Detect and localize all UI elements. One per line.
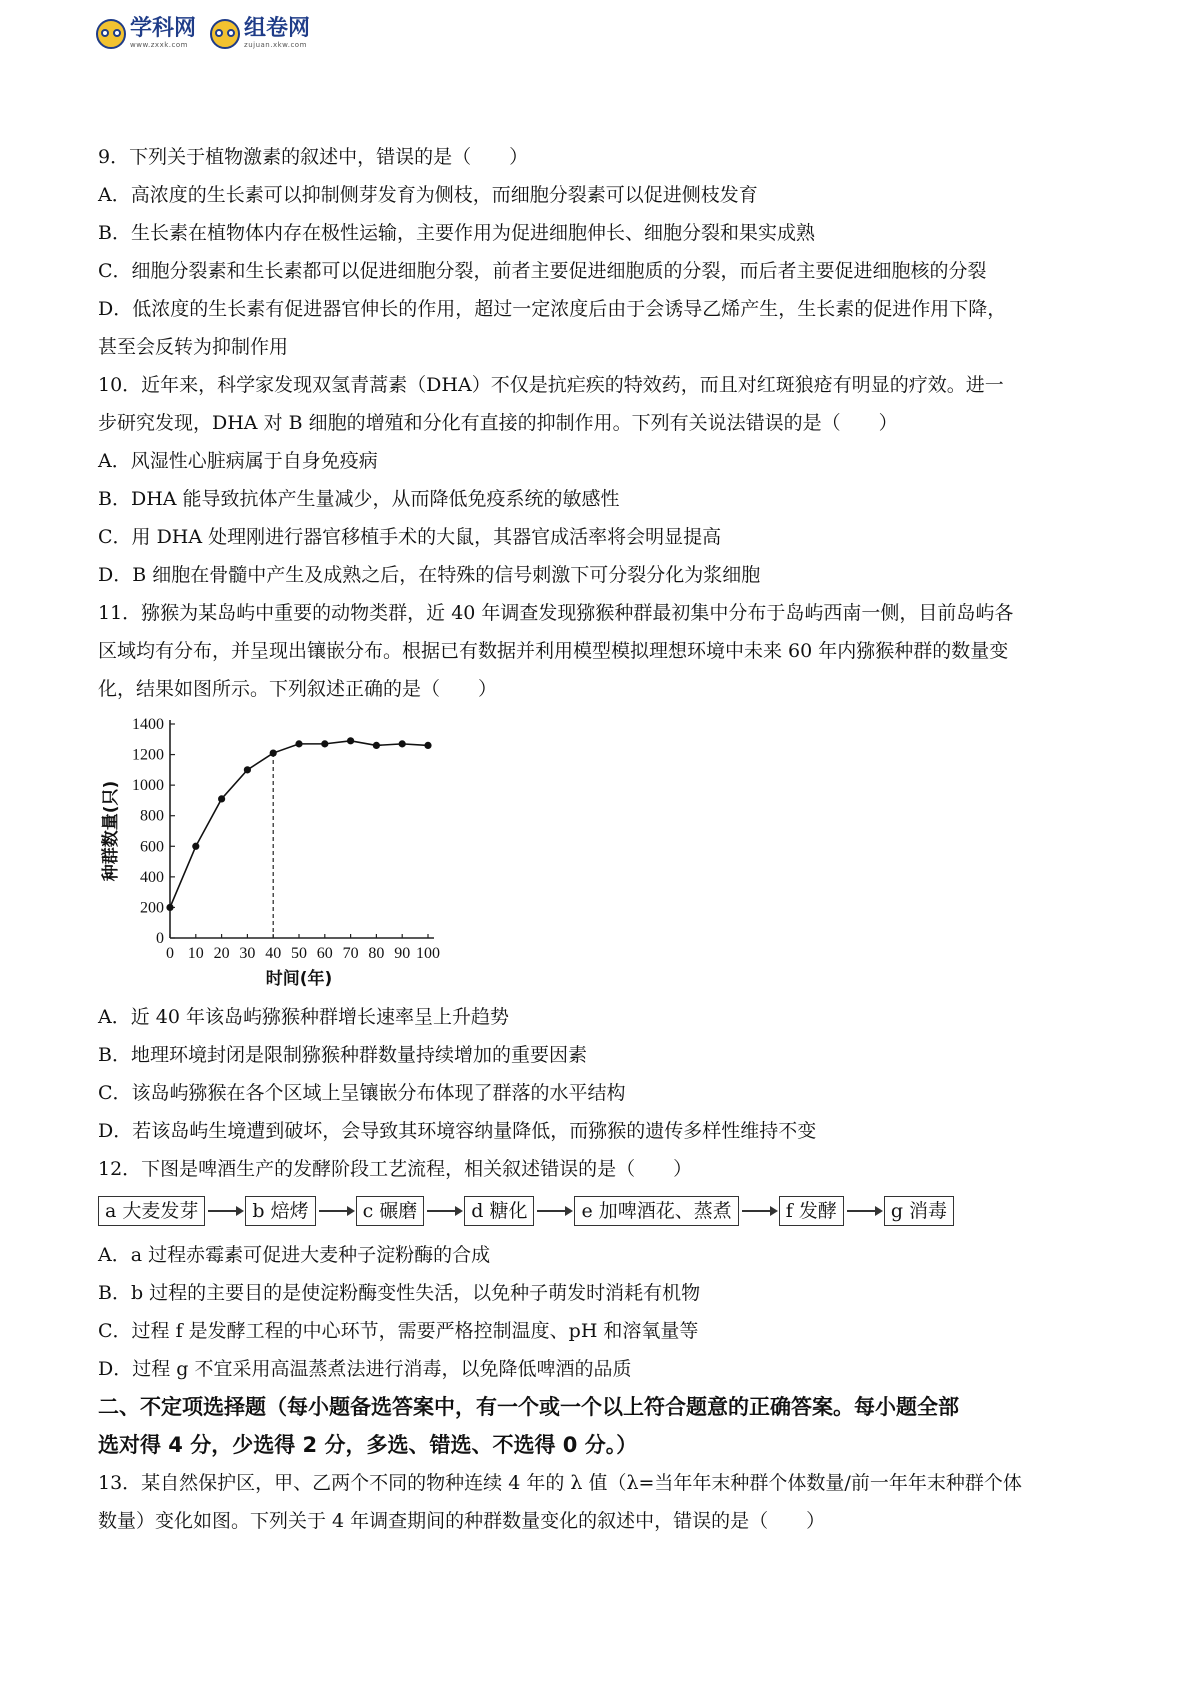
- q10-stem-line1: 10．近年来，科学家发现双氢青蒿素（DHA）不仅是抗疟疾的特效药，而且对红斑狼疮有明显的疗效。进一: [98, 374, 1004, 396]
- flow-arrow-icon: [319, 1210, 353, 1212]
- q11-stem-line2: 区域均有分布，并呈现出镶嵌分布。根据已有数据并利用模型模拟理想环境中未来 60 年内猕猴种群的数量变: [98, 640, 1009, 662]
- data-point: [244, 766, 251, 773]
- data-point: [373, 742, 380, 749]
- x-tick-label: 90: [394, 945, 411, 962]
- q10-option-d: D．B 细胞在骨髓中产生及成熟之后，在特殊的信号刺激下可分裂分化为浆细胞: [98, 564, 761, 586]
- x-tick-label: 80: [368, 945, 385, 962]
- y-tick-label: 400: [140, 868, 164, 886]
- q11-stem-line1: 11．猕猴为某岛屿中重要的动物类群，近 40 年调查发现猕猴种群最初集中分布于岛屿西南一侧，目前岛屿各: [98, 602, 1014, 624]
- q11-option-c: C．该岛屿猕猴在各个区域上呈镶嵌分布体现了群落的水平结构: [98, 1082, 626, 1104]
- data-point: [321, 740, 328, 747]
- x-tick-label: 60: [316, 945, 333, 962]
- population-chart: [98, 710, 498, 992]
- q11-option-d: D．若该岛屿生境遭到破坏，会导致其环境容纳量降低，而猕猴的遗传多样性维持不变: [98, 1120, 817, 1142]
- q11-stem-line3: 化，结果如图所示。下列叙述正确的是（ ）: [98, 678, 498, 700]
- y-tick-label: 200: [140, 899, 164, 917]
- x-tick-label: 0: [166, 945, 174, 962]
- data-point: [270, 749, 277, 756]
- q13-stem-line1: 13．某自然保护区，甲、乙两个不同的物种连续 4 年的 λ 值（λ=当年年末种群个体数量/前一年年末种群个体: [98, 1472, 1022, 1494]
- q12-option-b: B．b 过程的主要目的是使淀粉酶变性失活，以免种子萌发时消耗有机物: [98, 1282, 701, 1304]
- flow-arrow-icon: [208, 1210, 242, 1212]
- exam-content: [98, 138, 1120, 1540]
- x-tick-label: 40: [265, 945, 282, 962]
- y-tick-label: 1000: [132, 777, 164, 795]
- flow-arrow-icon: [427, 1210, 461, 1212]
- q9-stem: 9．下列关于植物激素的叙述中，错误的是（ ）: [98, 146, 529, 168]
- q10-option-c: C．用 DHA 处理刚进行器官移植手术的大鼠，其器官成活率将会明显提高: [98, 526, 722, 548]
- q9-option-a: A．高浓度的生长素可以抑制侧芽发育为侧枝，而细胞分裂素可以促进侧枝发育: [98, 184, 758, 206]
- y-tick-label: 600: [140, 838, 164, 856]
- x-tick-label: 70: [342, 945, 359, 962]
- y-tick-label: 1200: [132, 746, 164, 764]
- q12-stem: 12．下图是啤酒生产的发酵阶段工艺流程，相关叙述错误的是（ ）: [98, 1158, 693, 1180]
- flow-step: g 消毒: [884, 1196, 954, 1226]
- flow-step: f 发酵: [779, 1196, 844, 1226]
- data-point: [347, 737, 354, 744]
- x-tick-label: 50: [291, 945, 307, 962]
- x-tick-label: 20: [213, 945, 230, 962]
- flow-step: c 碾磨: [356, 1196, 425, 1226]
- q10-option-b: B．DHA 能导致抗体产生量减少，从而降低免疫系统的敏感性: [98, 488, 620, 510]
- zxxk-logo-url: www.zxxk.com: [130, 41, 188, 49]
- flow-arrow-icon: [847, 1210, 881, 1212]
- zxxk-logo-text: 学科网: [130, 16, 197, 41]
- zujuan-logo-text: 组卷网: [244, 16, 311, 41]
- x-tick-label: 10: [187, 945, 204, 962]
- q10-stem-line2: 步研究发现，DHA 对 B 细胞的增殖和分化有直接的抑制作用。下列有关说法错误的是（ ）: [98, 412, 898, 434]
- flow-arrow-icon: [537, 1210, 571, 1212]
- q12-option-a: A．a 过程赤霉素可促进大麦种子淀粉酶的合成: [98, 1244, 491, 1266]
- zxxk-logo[interactable]: [96, 18, 196, 49]
- data-point: [399, 740, 406, 747]
- y-tick-label: 1400: [132, 716, 164, 733]
- x-axis-label: 时间(年): [265, 969, 333, 989]
- data-point: [218, 795, 225, 802]
- section2-title-line1: 二、不定项选择题（每小题备选答案中，有一个或一个以上符合题意的正确答案。每小题全部: [98, 1395, 959, 1419]
- q12-option-d: D．过程 g 不宜采用高温蒸煮法进行消毒，以免降低啤酒的品质: [98, 1358, 632, 1380]
- flow-step: a 大麦发芽: [98, 1196, 205, 1226]
- q10-option-a: A．风湿性心脏病属于自身免疫病: [98, 450, 378, 472]
- x-tick-label: 100: [416, 945, 440, 962]
- flow-arrow-icon: [742, 1210, 776, 1212]
- q9-option-d-line1: D．低浓度的生长素有促进器官伸长的作用，超过一定浓度后由于会诱导乙烯产生，生长素的促进作用下降，: [98, 298, 1007, 320]
- q9-option-c: C．细胞分裂素和生长素都可以促进细胞分裂，前者主要促进细胞质的分裂，而后者主要促进细胞核的分裂: [98, 260, 987, 282]
- zujuan-logo-url: zujuan.xkw.com: [244, 41, 307, 49]
- q9-option-d-line2: 甚至会反转为抑制作用: [98, 336, 289, 358]
- flow-step: e 加啤酒花、蒸煮: [574, 1196, 738, 1226]
- q9-option-b: B．生长素在植物体内存在极性运输，主要作用为促进细胞伸长、细胞分裂和果实成熟: [98, 222, 815, 244]
- q11-option-a: A．近 40 年该岛屿猕猴种群增长速率呈上升趋势: [98, 1006, 509, 1028]
- y-tick-label: 0: [156, 930, 164, 947]
- series-line: [170, 741, 428, 908]
- flow-step: b 焙烤: [245, 1196, 315, 1226]
- owl-mascot-icon: [210, 19, 240, 49]
- data-point: [192, 843, 199, 850]
- x-tick-label: 30: [239, 945, 256, 962]
- data-point: [424, 742, 431, 749]
- y-tick-label: 800: [140, 807, 164, 825]
- q13-stem-line2: 数量）变化如图。下列关于 4 年调查期间的种群数量变化的叙述中，错误的是（ ）: [98, 1510, 826, 1532]
- brewing-process-flow: [98, 1196, 1120, 1226]
- q11-option-b: B．地理环境封闭是限制猕猴种群数量持续增加的重要因素: [98, 1044, 587, 1066]
- zujuan-logo[interactable]: [210, 18, 310, 49]
- q12-option-c: C．过程 f 是发酵工程的中心环节，需要严格控制温度、pH 和溶氧量等: [98, 1320, 699, 1342]
- y-axis-label: 种群数量(只): [101, 780, 121, 882]
- data-point: [166, 904, 173, 911]
- header-logos: [96, 18, 310, 49]
- flow-step: d 糖化: [464, 1196, 534, 1226]
- population-line-chart: [98, 710, 498, 992]
- owl-mascot-icon: [96, 19, 126, 49]
- data-point: [295, 740, 302, 747]
- section2-title-line2: 选对得 4 分，少选得 2 分，多选、错选、不选得 0 分。）: [98, 1433, 638, 1457]
